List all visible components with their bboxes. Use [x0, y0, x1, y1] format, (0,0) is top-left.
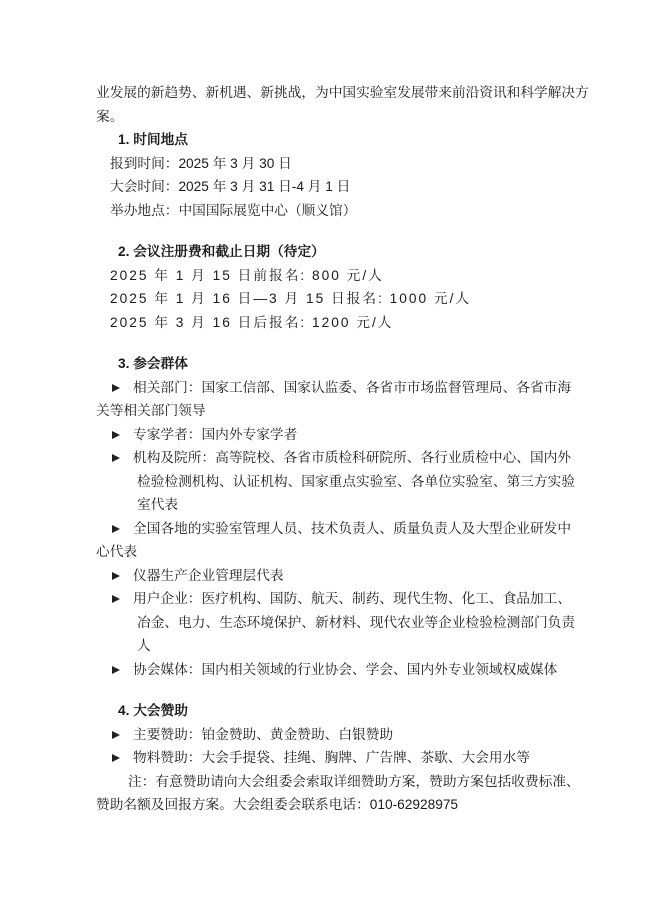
intro-wrap-line: 案。	[96, 108, 124, 124]
section-gap	[96, 334, 577, 352]
bullet-item	[96, 517, 577, 541]
fee-line: 2025 年 1 月 15 日前报名: 800 元/人	[110, 267, 384, 283]
bullet-text: 专家学者：国内外专家学者	[133, 426, 298, 442]
section-2-heading: 2. 会议注册费和截止日期（待定）	[118, 244, 325, 259]
registration-time-line: 报到时间：2025 年 3 月 30 日	[110, 155, 292, 171]
bullet-text: 仪器生产企业管理层代表	[133, 567, 284, 583]
conference-time-line: 大会时间：2025 年 3 月 31 日-4 月 1 日	[110, 179, 351, 194]
section-4-heading: 4. 大会赞助	[118, 703, 188, 718]
bullet-arrow-icon	[112, 454, 120, 462]
note-line: 注：有意赞助请向大会组委会索取详细赞助方案，赞助方案包括收费标准、	[128, 773, 580, 789]
bullet-wrap-line: 室代表	[137, 497, 179, 512]
bullet-arrow-icon	[112, 666, 120, 674]
section-3-heading: 3. 参会群体	[118, 356, 188, 371]
fee-line: 2025 年 1 月 16 日—3 月 15 日报名: 1000 元/人	[110, 291, 472, 306]
bullet-wrap-line: 冶金、电力、生态环境保护、新材料、现代农业等企业检验检测部门负责	[137, 614, 576, 630]
bullet-item	[96, 723, 577, 747]
bullet-item	[96, 376, 577, 400]
bullet-item	[96, 746, 577, 770]
bullet-wrap-line: 关等相关部门领导	[96, 403, 206, 418]
bullet-item	[96, 446, 577, 470]
bullet-item	[96, 423, 577, 447]
bullet-text: 机构及院所：高等院校、各省市质检科研院所、各行业质检中心、国内外	[133, 450, 572, 465]
fee-line: 2025 年 3 月 16 日后报名: 1200 元/人	[110, 314, 394, 330]
bullet-text: 用户企业：医疗机构、国防、航天、制药、现代生物、化工、食品加工、	[133, 591, 572, 606]
bullet-wrap-line: 人	[137, 638, 151, 653]
bullet-text: 物料赞助：大会手提袋、挂绳、胸牌、广告牌、茶歇、大会用水等	[133, 750, 530, 765]
bullet-arrow-icon	[112, 384, 120, 392]
bullet-arrow-icon	[112, 525, 120, 533]
bullet-text: 全国各地的实验室管理人员、技术负责人、质量负责人及大型企业研发中	[133, 520, 572, 536]
bullet-item	[96, 587, 577, 611]
bullet-text: 协会媒体：国内相关领域的行业协会、学会、国内外专业领域权威媒体	[133, 661, 558, 677]
bullet-wrap-line: 检验检测机构、认证机构、国家重点实验室、各单位实验室、第三方实验	[137, 473, 576, 489]
intro-wrap-line: 业发展的新趋势、新机遇、新挑战，为中国实验室发展带来前沿资讯和科学解决方	[96, 85, 589, 100]
bullet-text: 主要赞助：铂金赞助、黄金赞助、白银赞助	[133, 726, 394, 742]
bullet-wrap-line: 心代表	[96, 544, 138, 559]
bullet-arrow-icon	[112, 595, 120, 603]
bullet-item	[96, 564, 577, 588]
section-gap	[96, 681, 577, 699]
section-1-heading: 1. 时间地点	[118, 132, 188, 147]
bullet-arrow-icon	[112, 754, 120, 762]
bullet-arrow-icon	[112, 431, 120, 439]
note-wrap-line: 赞助名额及回报方案。大会组委会联系电话：010-62928975	[96, 797, 459, 812]
section-gap	[96, 222, 577, 240]
venue-line: 举办地点：中国国际展览中心（顺义馆）	[110, 202, 357, 218]
bullet-arrow-icon	[112, 731, 120, 739]
bullet-text: 相关部门：国家工信部、国家认监委、各省市市场监督管理局、各省市海	[133, 379, 572, 395]
bullet-item	[96, 658, 577, 682]
bullet-arrow-icon	[112, 572, 120, 580]
